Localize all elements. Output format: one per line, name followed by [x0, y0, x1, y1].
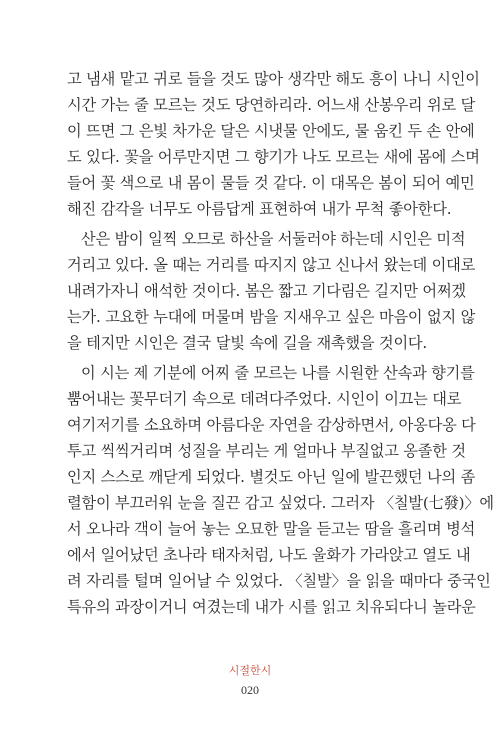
text-line: 이 시는 제 기분에 어찌 줄 모르는 나를 시원한 산속과 향기를 — [81, 364, 475, 382]
text-line: 에서 일어났던 초나라 태자처럼, 나도 울화가 가라앉고 열도 내 — [67, 546, 471, 564]
text-line: 시간 가는 줄 모르는 것도 당연하리라. 어느새 산봉우리 위로 달 — [67, 96, 476, 114]
paragraph-2-rest — [67, 252, 476, 356]
text-line: 서 오나라 객이 늘어 놓는 오묘한 말을 듣고는 땀을 흘리며 병석 — [67, 520, 476, 538]
paragraph-2 — [67, 226, 466, 252]
paragraph-3 — [67, 360, 475, 386]
text-line: 을 테지만 시인은 결국 달빛 속에 길을 재촉했을 것이다. — [67, 334, 428, 352]
text-line: 는가. 고요한 누대에 머물며 밤을 지새우고 싶은 마음이 없지 않 — [67, 308, 476, 326]
paragraph-1 — [67, 66, 480, 222]
text-line: 해진 감각을 너무도 아름답게 표현하여 내가 무척 좋아한다. — [67, 200, 452, 218]
text-line: 거리고 있다. 올 때는 거리를 따지지 않고 신나서 왔는데 이대로 — [67, 256, 476, 274]
text-line: 들어 꽃 색으로 내 몸이 물들 것 같다. 이 대목은 봄이 되어 예민 — [67, 174, 475, 192]
text-line: 인지 스스로 깨닫게 되었다. 별것도 아닌 일에 발끈했던 나의 좀 — [67, 468, 476, 486]
page-number: 020 — [241, 683, 259, 697]
running-footer-title: 시절한시 — [228, 664, 272, 677]
paragraph-3-rest — [67, 386, 494, 620]
text-line: 렬함이 부끄러워 눈을 질끈 감고 싶었다. 그러자 〈칠발(七發)〉에 — [67, 494, 494, 512]
text-line: 투고 씩씩거리며 성질을 부리는 게 얼마나 부질없고 옹졸한 것 — [67, 442, 466, 460]
text-line: 이 뜨면 그 은빛 차가운 달은 시냇물 안에도, 물 움킨 두 손 안에 — [67, 122, 475, 140]
text-line: 뿜어내는 꽃무더기 속으로 데려다주었다. 시인이 이끄는 대로 — [67, 390, 462, 408]
text-line: 도 있다. 꽃을 어루만지면 그 향기가 나도 모르는 새에 몸에 스며 — [67, 148, 480, 166]
text-line: 고 냄새 맡고 귀로 들을 것도 많아 생각만 해도 흥이 나니 시인이 — [67, 70, 480, 88]
text-line: 려 자리를 털며 일어날 수 있었다. 〈칠발〉을 읽을 때마다 중국인 — [67, 572, 491, 590]
text-line: 내려가자니 애석한 것이다. 봄은 짧고 기다림은 길지만 어쩌겠 — [67, 282, 466, 300]
text-line: 특유의 과장이거니 여겼는데 내가 시를 읽고 치유되다니 놀라운 — [67, 598, 476, 616]
text-line: 여기저기를 소요하며 아름다운 자연을 감상하면서, 아옹다옹 다 — [67, 416, 476, 434]
text-line: 산은 밤이 일찍 오므로 하산을 서둘러야 하는데 시인은 미적 — [81, 230, 466, 248]
body-text — [67, 66, 494, 620]
